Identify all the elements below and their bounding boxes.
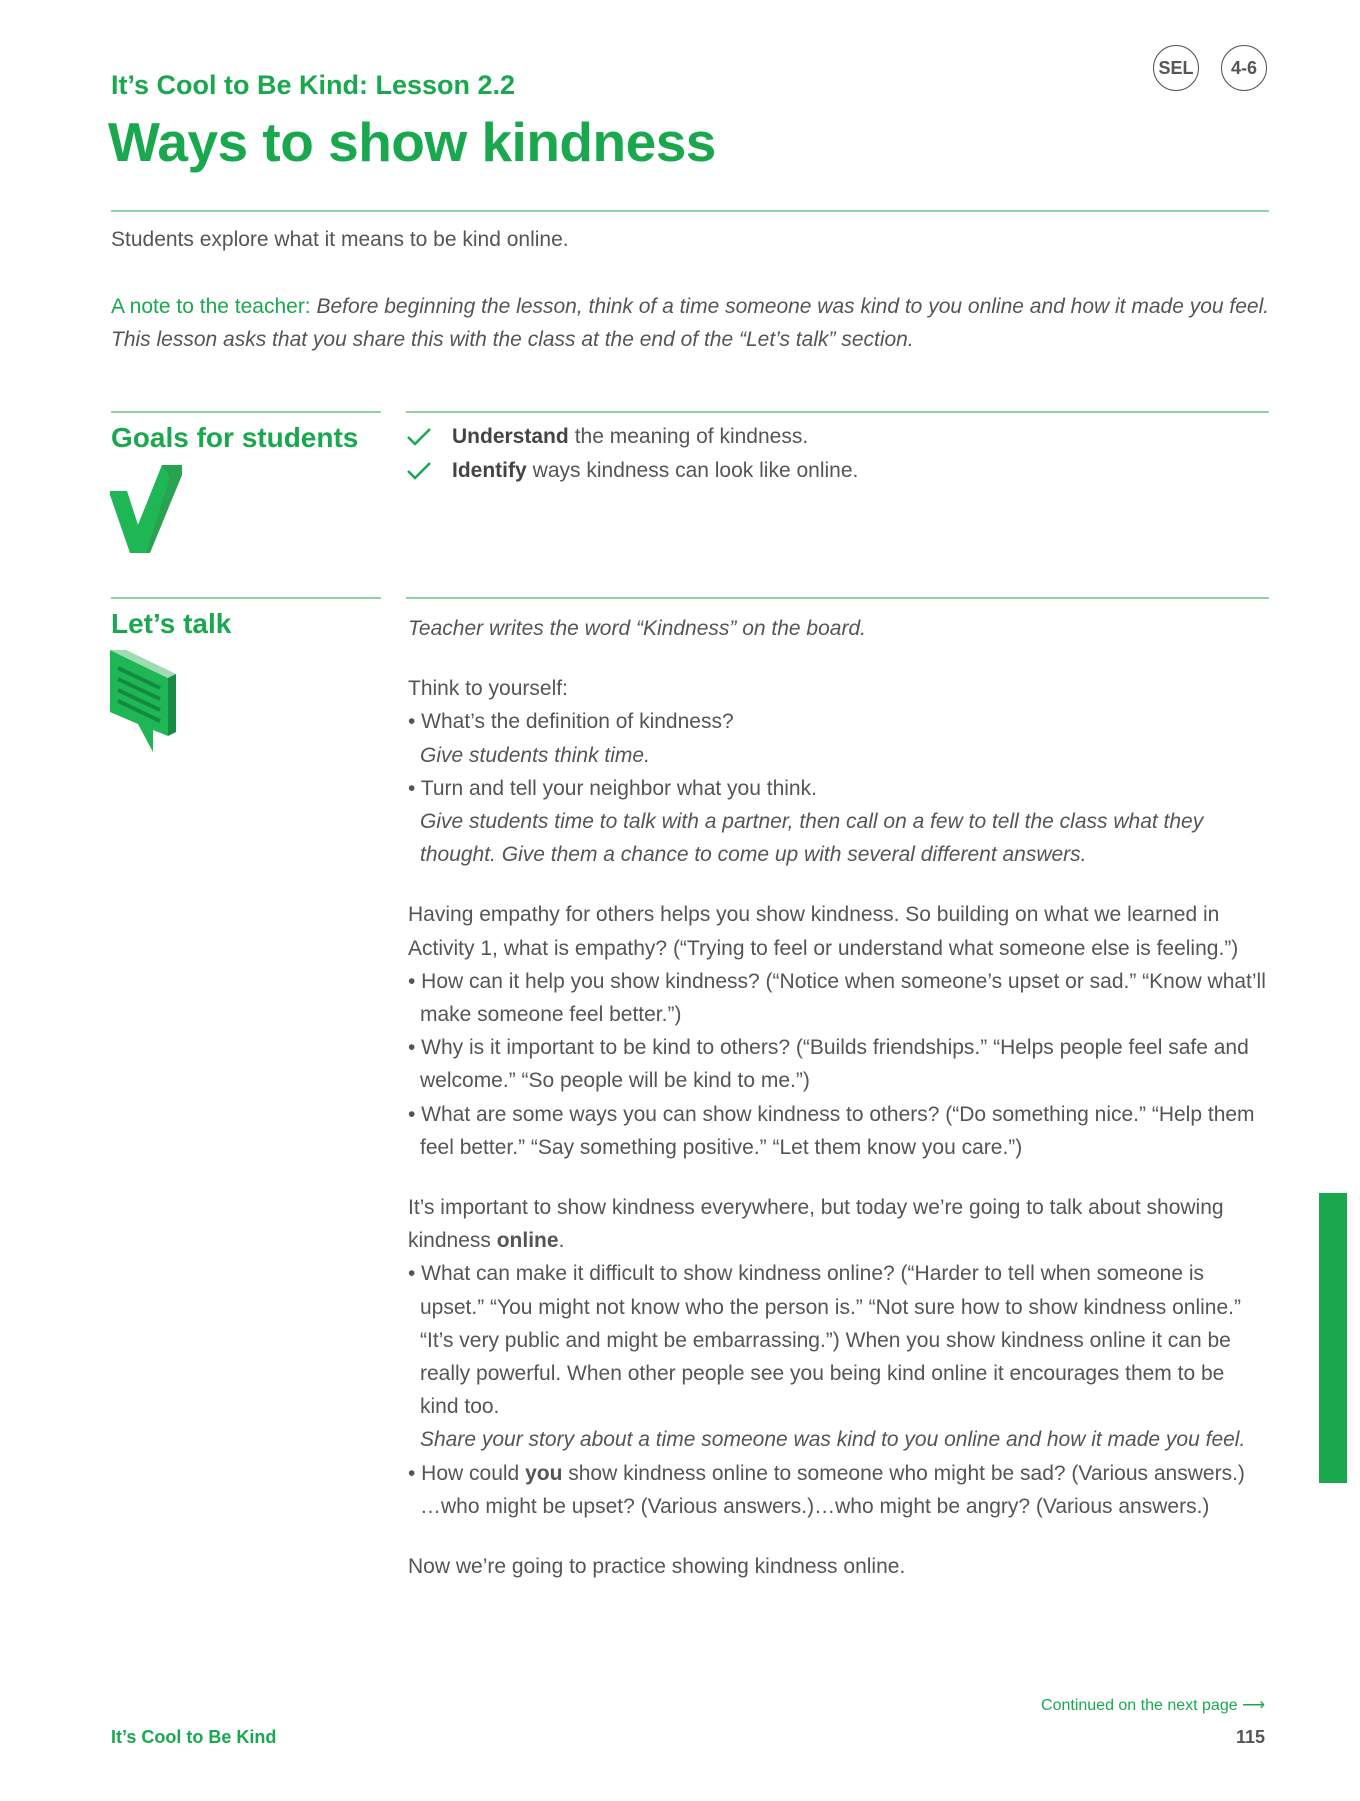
closing-line: Now we’re going to practice showing kindness online. [408, 1555, 906, 1579]
goals-title: Goals for students [111, 422, 359, 453]
question-emphasis: you [525, 1461, 563, 1485]
speech-bubble-icon [110, 650, 190, 755]
goals-divider-left [111, 411, 381, 413]
title-divider [111, 210, 1269, 212]
goal-text: ways kindness can look like online. [532, 459, 859, 482]
continued-note: Continued on the next page ⟶ [1041, 1697, 1265, 1714]
question-text: • How could [408, 1461, 526, 1485]
think-prompt: Think to yourself: [408, 677, 568, 701]
teacher-instruction: Give students think time. [420, 743, 650, 767]
talk-question: • Turn and tell your neighbor what you think. [408, 776, 817, 800]
teacher-note-text: Before beginning the lesson, think of a time someone was kind to you online and how it made you feel. This lesson asks that you share this with the class at the end of the “Let’s talk” section. [111, 295, 1270, 351]
goal-item [406, 425, 808, 449]
grade-badge: 4-6 [1221, 45, 1267, 91]
online-text: It’s important to show kindness everywhere, but today we’re going to talk about showing kindness [408, 1196, 1224, 1253]
goal-verb: Understand [452, 425, 569, 448]
online-paragraph [408, 1191, 1268, 1257]
talk-title: Let’s talk [111, 608, 232, 639]
talk-question: • What are some ways you can show kindness to others? (“Do something nice.” “Help them feel better.” “Say something positive.” “Let them know you care.”) [408, 1102, 1255, 1159]
teacher-note-label: A note to the teacher: [111, 295, 311, 318]
goal-text: the meaning of kindness. [574, 425, 809, 448]
checkmark-icon [110, 465, 185, 555]
talk-divider-left [111, 597, 381, 599]
goals-divider-right [406, 411, 1269, 413]
chapter-tab [1319, 1193, 1347, 1483]
talk-question: • What’s the definition of kindness? [408, 710, 734, 734]
teacher-instruction: Give students time to talk with a partner, then call on a few to tell the class what they thought. Give them a chance to come up with several different answers. [420, 810, 1204, 867]
page-title: Ways to show kindness [108, 111, 716, 173]
teacher-note [111, 290, 1271, 356]
lesson-label: It’s Cool to Be Kind: Lesson 2.2 [111, 70, 516, 100]
lesson-summary: Students explore what it means to be kind online. [111, 228, 569, 251]
goal-item [406, 459, 858, 483]
footer-title: It’s Cool to Be Kind [111, 1727, 277, 1747]
talk-question: • Why is it important to be kind to others? (“Builds friendships.” “Helps people feel safe and welcome.” “So people will be kind to me.”) [408, 1036, 1249, 1093]
page-number: 115 [1235, 1727, 1265, 1747]
talk-question: • How can it help you show kindness? (“Notice when someone’s upset or sad.” “Know what’ll make someone feel better.”) [408, 969, 1266, 1027]
goal-verb: Identify [452, 459, 527, 482]
online-emphasis: online [496, 1229, 559, 1253]
talk-intro: Teacher writes the word “Kindness” on the board. [408, 617, 866, 640]
talk-question: • What can make it difficult to show kindness online? (“Harder to tell when someone is upset.” “You might not know who the person is.” “Not sure how to show kindness online.” “It’s very public and might be embarrassing.”) When you show kindness online it can be really powerful. When other people see you being kind online it encourages them to be kind too. [408, 1262, 1241, 1419]
question-text: show kindness online to someone who might be sad? (Various answers.) …who might be upset? (Various answers.)…who might be angry? (Various answers.) [420, 1461, 1245, 1518]
check-icon [406, 427, 432, 447]
empathy-paragraph: Having empathy for others helps you show kindness. So building on what we learned in Activity 1, what is empathy? (“Trying to feel or understand what someone else is feeling.”) [408, 903, 1239, 960]
talk-content [408, 612, 1268, 1583]
talk-divider-right [406, 597, 1269, 599]
teacher-instruction: Share your story about a time someone was kind to you online and how it made you feel. [420, 1428, 1246, 1452]
online-period: . [558, 1229, 565, 1253]
talk-question [408, 1457, 1268, 1523]
check-icon [406, 461, 432, 481]
sel-badge: SEL [1153, 45, 1199, 91]
